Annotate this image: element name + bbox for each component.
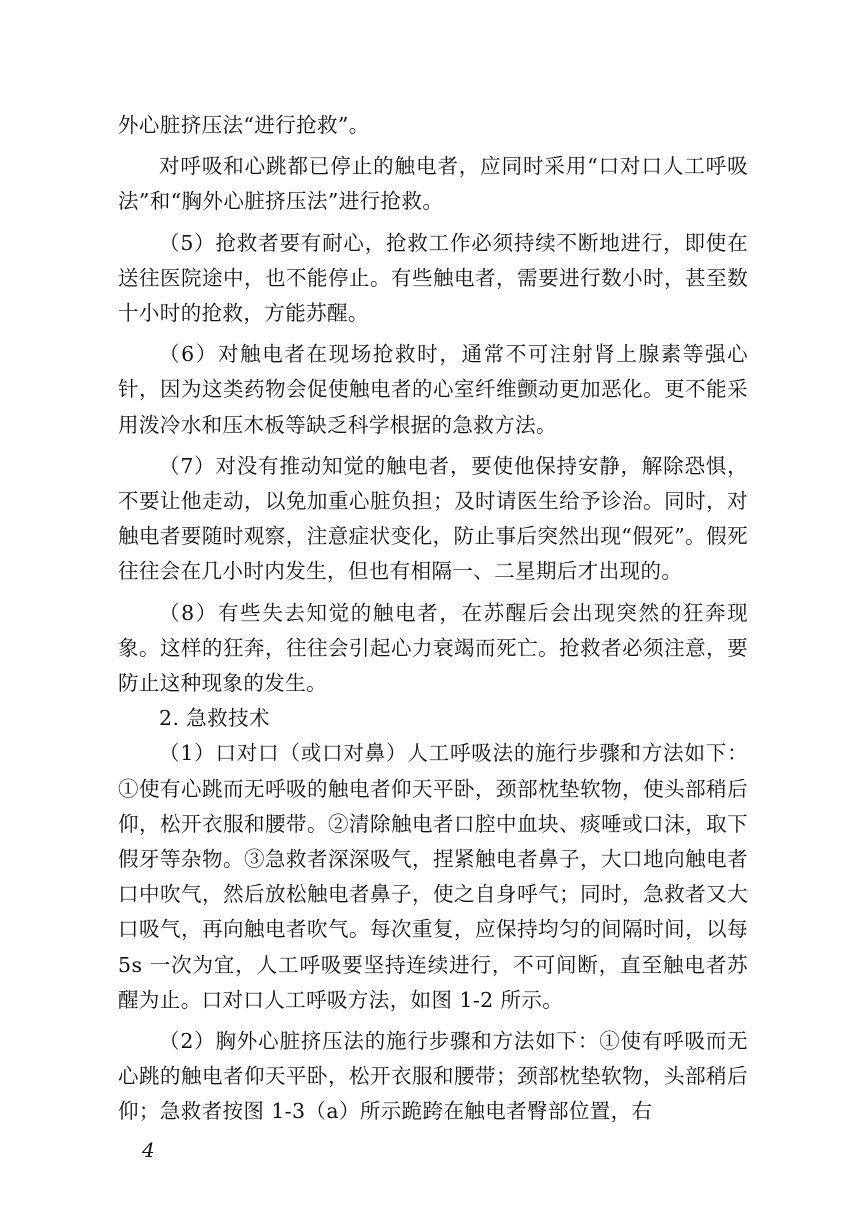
- paragraph-step-2: （2）胸外心脏挤压法的施行步骤和方法如下：①使有呼吸而无心跳的触电者仰天平卧，松开衣服和腰带；颈部枕垫软物，头部稍后仰；急救者按图 1-3（a）所示跪跨在触电者臀部位置，右: [118, 1029, 748, 1124]
- paragraph-continuation: 外心脏挤压法“进行抢救”。: [118, 113, 370, 137]
- paragraph-simultaneous-rescue: 对呼吸和心跳都已停止的触电者，应同时采用“口对口人工呼吸法”和“胸外心脏挤压法”进行抢救。: [118, 154, 748, 214]
- paragraph-item-6: （6）对触电者在现场抢救时，通常不可注射肾上腺素等强心针，因为这类药物会促使触电者的心室纤维颤动更加恶化。更不能采用泼冷水和压木板等缺乏科学根据的急救方法。: [118, 342, 748, 437]
- paragraph-item-8: （8）有些失去知觉的触电者，在苏醒后会出现突然的狂奔现象。这样的狂奔，往往会引起心力衰竭而死亡。抢救者必须注意，要防止这种现象的发生。: [118, 600, 748, 696]
- paragraph-step-1: （1）口对口（或口对鼻）人工呼吸法的施行步骤和方法如下：①使有心跳而无呼吸的触电者仰天平卧，颈部枕垫软物，使头部稍后仰，松开衣服和腰带。②清除触电者口腔中血块、痰唾或口沫，取下假牙等杂物。③急救者深深吸气，捏紧触电者鼻子，大口地向触电者口中吹气，然后放松触电者鼻子，使之自身呼气；同时，急救者又大口吸气，再向触电者吹气。每次重复，应保持均匀的间隔时间，以每 5s 一次为宜，人工呼吸要坚持连续进行，不可间断，直至触电者苏醒为止。口对口人工呼吸方法，如图 1-2 所示。: [118, 741, 748, 1012]
- page-number: 4: [142, 1138, 155, 1162]
- section-heading: 2. 急救技术: [159, 706, 270, 731]
- body-text: [118, 108, 748, 1130]
- paragraph-item-7: （7）对没有推动知觉的触电者，要使他保持安静，解除恐惧，不要让他走动，以免加重心脏负担；及时请医生给予诊治。同时，对触电者要随时观察，注意症状变化，防止事后突然出现“假死”。假死往往会在几小时内发生，但也有相隔一、二星期后才出现的。: [118, 453, 748, 584]
- paragraph-item-5: （5）抢救者要有耐心，抢救工作必须持续不断地进行，即使在送往医院途中，也不能停止。有些触电者，需要进行数小时，甚至数十小时的抢救，方能苏醒。: [118, 230, 748, 326]
